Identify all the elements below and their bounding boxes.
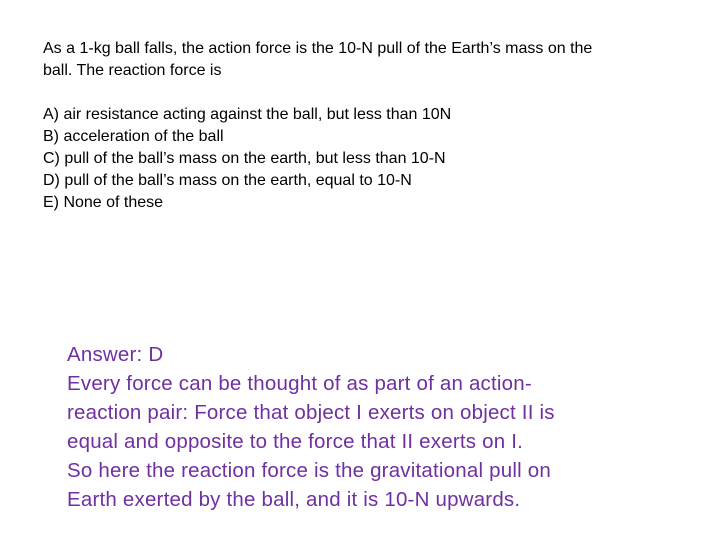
answer-explanation-line: So here the reaction force is the gravitational pull on xyxy=(67,459,551,482)
choice-b: B) acceleration of the ball xyxy=(43,128,224,145)
answer-explanation-line: Earth exerted by the ball, and it is 10-N upwards. xyxy=(67,488,521,511)
answer-explanation-line: Every force can be thought of as part of an action- xyxy=(67,372,532,395)
answer-label: Answer: D xyxy=(67,343,164,366)
question-block xyxy=(43,38,683,214)
choice-d: D) pull of the ball’s mass on the earth, equal to 10-N xyxy=(43,172,412,189)
answer-block xyxy=(67,340,687,514)
answer-explanation-line: equal and opposite to the force that II exerts on I. xyxy=(67,430,523,453)
question-stem-line: ball. The reaction force is xyxy=(43,62,222,79)
question-stem xyxy=(43,38,683,82)
choice-c: C) pull of the ball’s mass on the earth, but less than 10-N xyxy=(43,150,446,167)
choice-a: A) air resistance acting against the ball, but less than 10N xyxy=(43,106,452,123)
choices-list xyxy=(43,104,683,214)
choice-e: E) None of these xyxy=(43,194,164,211)
question-stem-line: As a 1-kg ball falls, the action force is the 10-N pull of the Earth’s mass on the xyxy=(43,40,593,57)
answer-explanation-line: reaction pair: Force that object I exerts on object II is xyxy=(67,401,555,424)
